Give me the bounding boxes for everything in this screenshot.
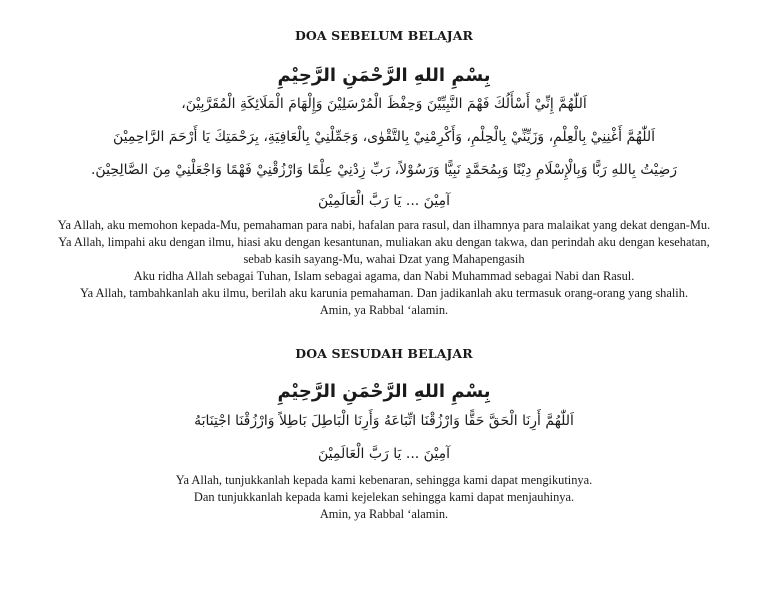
- section2-arabic-line-2: آمِيْنَ ... يَا رَبَّ الْعَالَمِيْنَ: [318, 446, 450, 462]
- section1-translation-line-5: Ya Allah, tambahkanlah aku ilmu, berilah aku karunia pemahaman. Dan jadikanlah aku termasuk orang-orang yang shalih.: [79, 286, 689, 300]
- section1-arabic-line-1: اَللّٰهُمَّ إِنِّيْ أَسْأَلُكَ فَهْمَ النَّبِيِّيْنَ وَحِفْظَ الْمُرْسَلِيْنَ وَإِلْهَامَ الْمَلَائِكَةِ الْمُقَرَّبِيْنَ،: [181, 96, 587, 112]
- section2-basmala: بِسْمِ اللهِ الرَّحْمَنِ الرَّحِيْمِ: [277, 381, 491, 402]
- section1-title: DOA SEBELUM BELAJAR: [294, 28, 474, 43]
- section2-title: DOA SESUDAH BELAJAR: [295, 346, 473, 361]
- section1-translation-line-6: Amin, ya Rabbal ‘alamin.: [319, 303, 449, 317]
- section1-translation: [20, 217, 748, 319]
- section2-translation-line-1: Ya Allah, tunjukkanlah kepada kami kebenaran, sehingga kami dapat mengikutinya.: [175, 473, 593, 487]
- section1-translation-line-2: Ya Allah, limpahi aku dengan ilmu, hiasi aku dengan kesantunan, muliakan aku dengan takwa, dan perindah aku dengan kesehatan,: [58, 235, 710, 249]
- section1-translation-line-3: sebab kasih sayang-Mu, wahai Dzat yang Mahapengasih: [243, 252, 525, 266]
- section1-arabic-line-3: رَضِيْتُ بِاللهِ رَبًّا وَبِالْإِسْلَامِ دِيْنًا وَبِمُحَمَّدٍ نَبِيًّا وَرَسُوْلاً، رَبِّ زِدْنِيْ عِلْمًا وَارْزُقْنِيْ فَهْمًا وَاجْعَلْنِيْ مِنَ الصَّالِحِيْنَ.: [90, 162, 678, 178]
- section1-translation-line-4: Aku ridha Allah sebagai Tuhan, Islam sebagai agama, dan Nabi Muhammad sebagai Nabi dan Rasul.: [133, 269, 635, 283]
- section1-arabic-line-2: اَللّٰهُمَّ أَغْنِنِيْ بِالْعِلْمِ، وَزَيِّنِّيْ بِالْحِلْمِ، وَأَكْرِمْنِيْ بِالتَّقْوٰى، وَجَمِّلْنِيْ بِالْعَافِيَةِ، بِرَحْمَتِكَ يَا أَرْحَمَ الرَّاحِمِيْنَ: [112, 129, 656, 145]
- section1-arabic-line-4: آمِيْنَ ... يَا رَبَّ الْعَالَمِيْنَ: [318, 193, 450, 209]
- section1-basmala: بِسْمِ اللهِ الرَّحْمَنِ الرَّحِيْمِ: [277, 65, 491, 86]
- section1-translation-line-1: Ya Allah, aku memohon kepada-Mu, pemahaman para nabi, hafalan para rasul, dan ilhamnya para malaikat yang dekat dengan-Mu.: [57, 218, 711, 232]
- section2-translation-line-3: Amin, ya Rabbal ‘alamin.: [319, 507, 449, 521]
- section2-translation: [20, 472, 748, 523]
- section2-translation-line-2: Dan tunjukkanlah kepada kami kejelekan sehingga kami dapat menjauhinya.: [193, 490, 575, 504]
- section2-arabic-line-1: اَللّٰهُمَّ أَرِنَا الْحَقَّ حَقًّا وَارْزُقْنَا اتِّبَاعَهُ وَأَرِنَا الْبَاطِلَ بَاطِلاً وَارْزُقْنَا اجْتِنَابَهُ: [194, 413, 574, 429]
